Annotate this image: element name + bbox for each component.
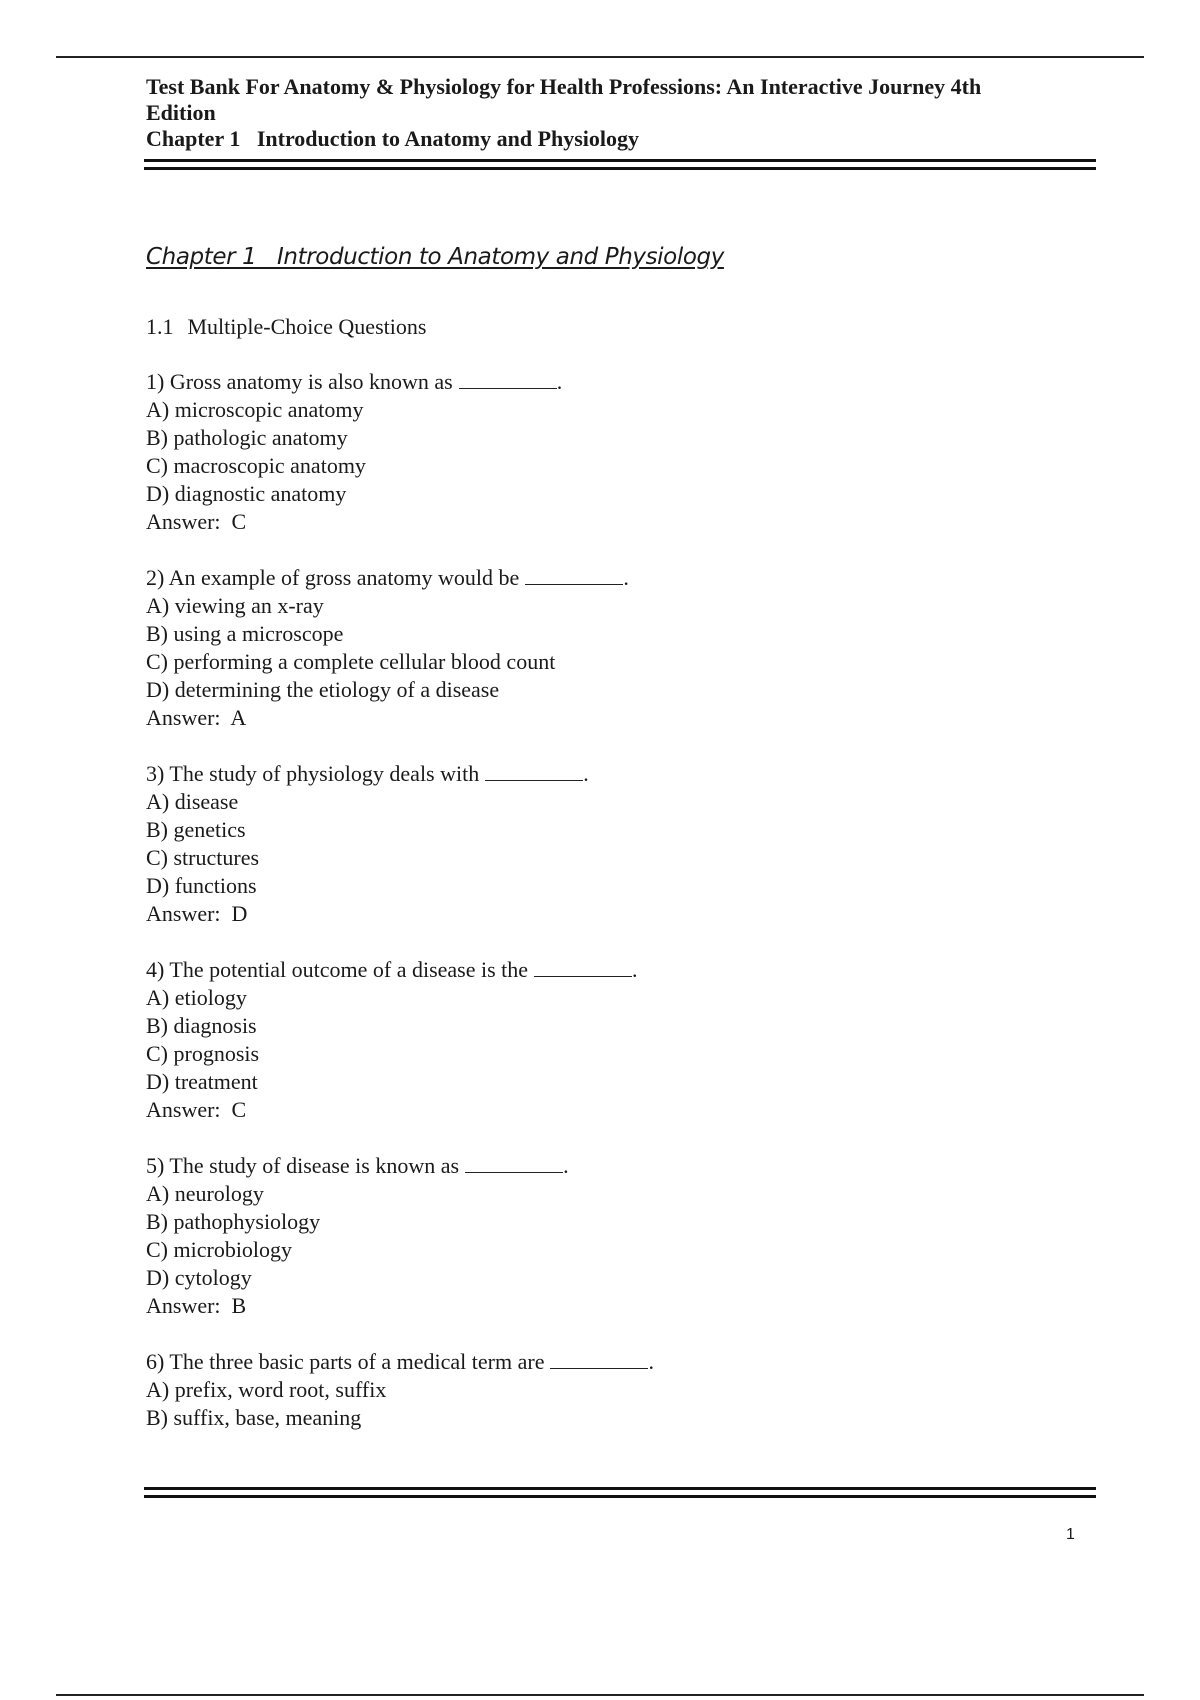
section-title xyxy=(146,314,426,340)
answer-blank xyxy=(465,1154,563,1173)
option-b: B) pathophysiology xyxy=(146,1209,321,1234)
option-c: C) microbiology xyxy=(146,1237,293,1262)
question-stem: 1) Gross anatomy is also known as xyxy=(146,369,453,394)
header-chapter-line: Chapter 1 Introduction to Anatomy and Physiology xyxy=(146,126,640,151)
option-d: D) functions xyxy=(146,873,257,898)
page-number: 1 xyxy=(1066,1526,1075,1543)
answer-key: Answer: D xyxy=(146,901,248,926)
page-bottom-rule xyxy=(56,1694,1144,1696)
question-stem: 2) An example of gross anatomy would be xyxy=(146,565,520,590)
question-stem-line xyxy=(146,1348,1086,1376)
header-title-line-1: Test Bank For Anatomy & Physiology for Health Professions: An Interactive Journey 4th xyxy=(146,74,982,99)
option-a: A) disease xyxy=(146,789,239,814)
option-d: D) determining the etiology of a disease xyxy=(146,677,500,702)
question-stem: 3) The study of physiology deals with xyxy=(146,761,480,786)
option-d: D) cytology xyxy=(146,1265,252,1290)
option-a: A) prefix, word root, suffix xyxy=(146,1377,387,1402)
question-3 xyxy=(146,760,1086,928)
answer-blank xyxy=(534,958,632,977)
question-stem-line xyxy=(146,564,1086,592)
question-stem: 6) The three basic parts of a medical term are xyxy=(146,1349,545,1374)
stem-period: . xyxy=(648,1349,654,1374)
chapter-heading: Chapter 1 Introduction to Anatomy and Physiology xyxy=(146,244,724,270)
question-2 xyxy=(146,564,1086,732)
stem-period: . xyxy=(632,957,638,982)
stem-period: . xyxy=(556,369,563,394)
option-a: A) etiology xyxy=(146,985,247,1010)
option-c: C) prognosis xyxy=(146,1041,260,1066)
answer-key: Answer: B xyxy=(146,1293,247,1318)
option-b: B) genetics xyxy=(146,817,246,842)
option-d: D) diagnostic anatomy xyxy=(146,481,347,506)
stem-period: . xyxy=(583,761,589,786)
stem-period: . xyxy=(623,565,629,590)
question-stem-line xyxy=(146,368,1086,396)
option-b: B) diagnosis xyxy=(146,1013,257,1038)
answer-key: Answer: C xyxy=(146,509,247,534)
section-number: 1.1 xyxy=(146,314,174,339)
question-5 xyxy=(146,1152,1086,1320)
answer-blank xyxy=(550,1350,648,1369)
stem-period: . xyxy=(563,1153,569,1178)
option-a: A) microscopic anatomy xyxy=(146,397,364,422)
header-double-rule xyxy=(144,159,1096,170)
page-top-rule xyxy=(56,56,1144,58)
option-c: C) performing a complete cellular blood count xyxy=(146,649,556,674)
option-c: C) structures xyxy=(146,845,260,870)
option-b: B) suffix, base, meaning xyxy=(146,1405,362,1430)
question-4 xyxy=(146,956,1086,1124)
question-stem-line xyxy=(146,1152,1086,1180)
answer-blank xyxy=(525,566,623,585)
question-stem-line xyxy=(146,956,1086,984)
document-header xyxy=(146,74,1096,152)
header-title-line-2: Edition xyxy=(146,100,216,125)
question-stem: 4) The potential outcome of a disease is the xyxy=(146,957,529,982)
option-a: A) viewing an x-ray xyxy=(146,593,324,618)
question-list xyxy=(146,368,1086,1460)
answer-key: Answer: C xyxy=(146,1097,247,1122)
question-stem: 5) The study of disease is known as xyxy=(146,1153,460,1178)
option-c: C) macroscopic anatomy xyxy=(146,453,366,478)
question-1 xyxy=(146,368,1086,536)
answer-blank xyxy=(485,762,583,781)
answer-key: Answer: A xyxy=(146,705,247,730)
footer-double-rule xyxy=(144,1487,1096,1498)
question-stem-line xyxy=(146,760,1086,788)
section-label: Multiple-Choice Questions xyxy=(187,314,427,339)
question-6 xyxy=(146,1348,1086,1432)
option-d: D) treatment xyxy=(146,1069,258,1094)
option-a: A) neurology xyxy=(146,1181,264,1206)
answer-blank xyxy=(459,370,557,389)
option-b: B) using a microscope xyxy=(146,621,344,646)
option-b: B) pathologic anatomy xyxy=(146,425,348,450)
